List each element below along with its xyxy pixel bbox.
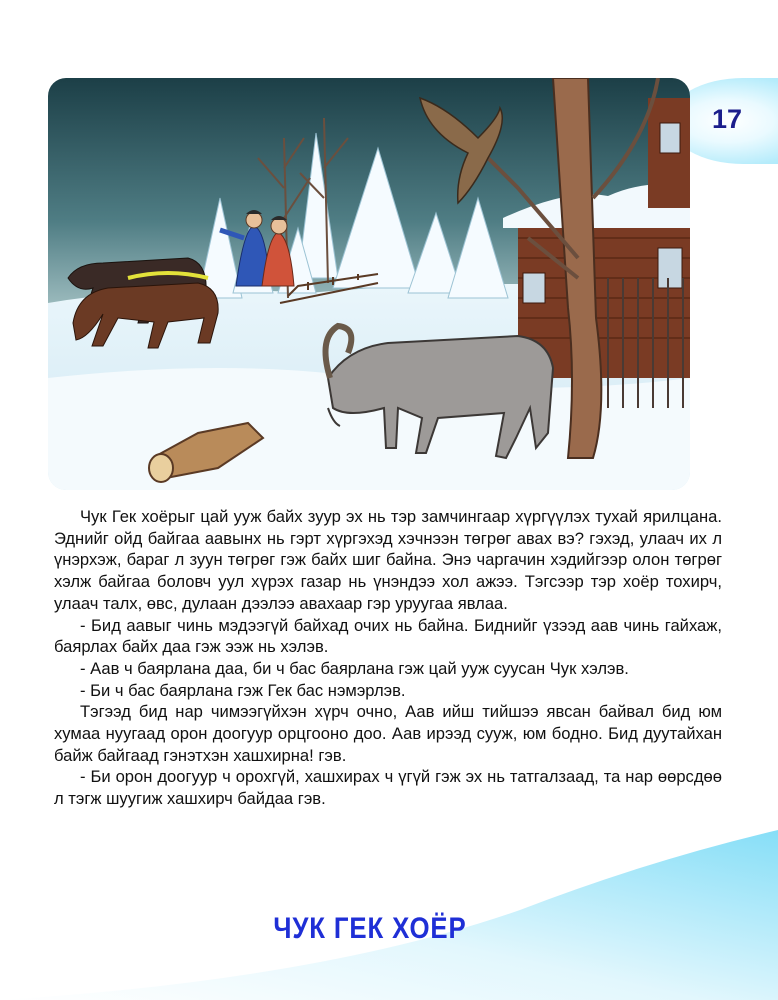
story-paragraph: - Би ч бас баярлана гэж Гек бас нэмэрлэв. bbox=[80, 680, 406, 700]
story-paragraph: - Би орон доогуур ч орохгүй, хашхирах ч үгүй гэж эх нь татгалзаад, та нар өөрсдөө л тэгж шуугиж хашхирч байдаа гэв. bbox=[54, 767, 722, 809]
story-text bbox=[54, 506, 722, 810]
page-number: 17 bbox=[712, 104, 743, 134]
story-paragraph: Тэгээд бид нар чимээгүйхэн хүрч очно, Аав ийш тийшээ явсан байвал бид юм хумаа нуугаад орон доогуур орцгооно доо. Аав ирээд сууж, юм бодно. Бид дуутайхан байж байгаад гэнэтхэн хашхирна! гэв. bbox=[54, 702, 722, 765]
winter-scene-illustration bbox=[48, 78, 690, 490]
story-paragraph: - Аав ч баярлана даа, би ч бас баярлана гэж цай ууж суусан Чук хэлэв. bbox=[80, 658, 629, 678]
book-title: ЧУК ГЕК ХОЁР bbox=[273, 912, 467, 945]
story-paragraph: Чук Гек хоёрыг цай ууж байх зуур эх нь тэр замчингаар хүргүүлэх тухай ярилцана. Эднийг ойд байгаа аавынх нь гэрт хүргэхэд хэчнээн төгрөг авах вэ? гэхэд, улаач их л үнэрхэж, бараг л зуун төгрөг гэж байх шиг байна. Энэ чаргачин хэдийгээр олон төгрөг хэлж байгаа боловч уул хүрэх газар нь үнэндээ хол ажээ. Тэгсээр тэр хоёр тохирч, улаач талх, өвс, дулаан дээлээ авахаар гэр уруугаа явлаа. bbox=[54, 507, 722, 613]
story-paragraph: - Бид аавыг чинь мэдээгүй байхад очих нь байна. Биднийг үзээд аав чинь гайхаж, баярлах байх даа гэж ээж нь хэлэв. bbox=[54, 615, 722, 657]
